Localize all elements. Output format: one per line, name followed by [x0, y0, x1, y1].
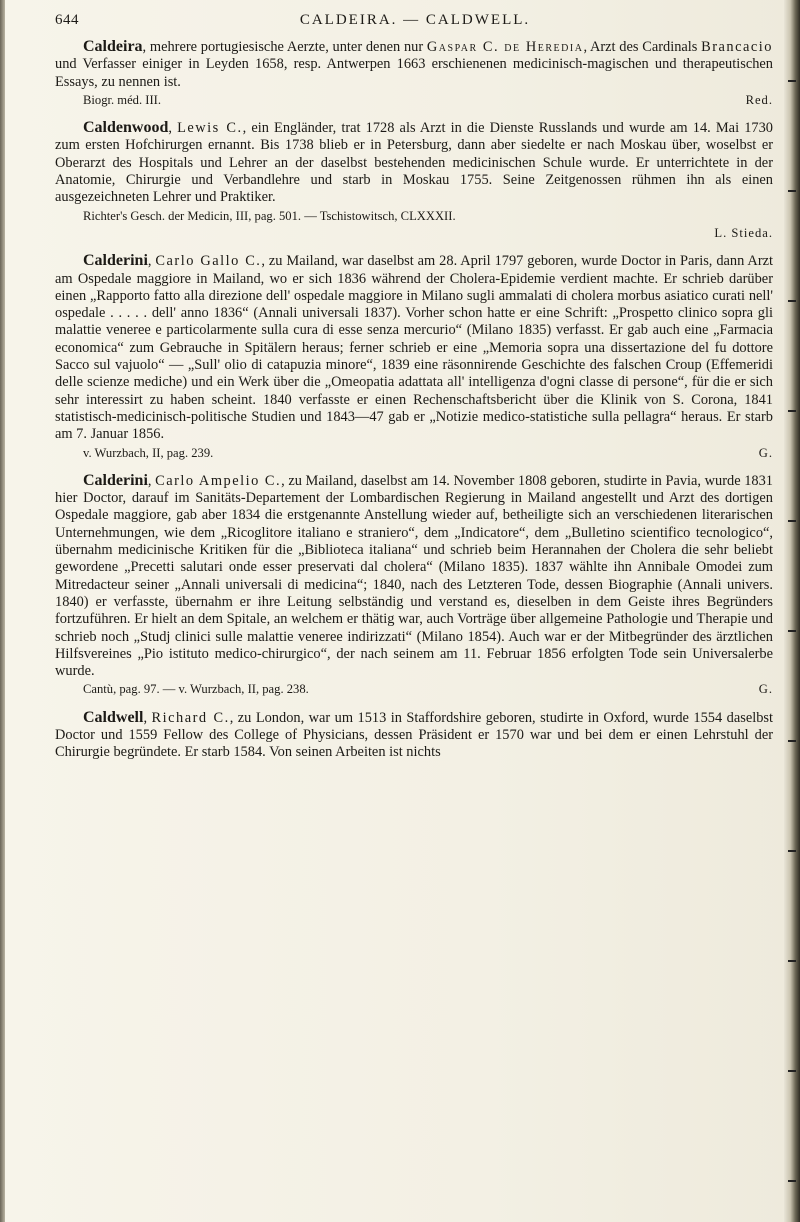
- entry-calderini-carlo-ampelio: [55, 472, 773, 699]
- entries: [55, 38, 773, 772]
- author-signature: Red.: [745, 92, 773, 107]
- page-right-edge: [784, 0, 800, 1222]
- page-header: [55, 8, 775, 34]
- page-left-edge: [0, 0, 5, 1222]
- headword: Caldwell: [83, 708, 144, 726]
- entry-text: Caldwell, Richard C., zu London, war um 1513 in Staffordshire geboren, studirte in Oxford, wurde 1554 daselbst Doctor und 1559 Fellow des College of Physicians, dessen Präsident er 1570 war und bei dem er einen Lehrstuhl der Chirurgie begründete. Er starb 1584. Von seinen Arbeiten ist nichts: [55, 708, 773, 761]
- entry-text: Calderini, Carlo Ampelio C., zu Mailand, daselbst am 14. November 1808 geboren, studirte in Pavia, wurde 1831 hier Doctor, darauf im Sanitäts-Departement der Lombardischen Regierung in Mailand angestellt und Arzt des dortigen Ospedale maggiore, gab aber 1834 die erstgenannte Anstellung wieder auf, betheiligte sich an verschiedenen literarischen Unternehmungen, wie dem „Ricoglitore italiano e straniero“, dem „Indicatore“, dem „Bulletino scientifico tecnologico“, übernahm medicinische Kritiken für die „Biblioteca italiana“ und schrieb beim Herannahen der Cholera die sehr beliebt gewordene „Precetti salutari onde esser preservati dal cholera“ (Milano 1835). 1837 wählte ihn Annibale Omodei zum Mitredacteur seiner „Annali universali di medicina“; 1840, nach des Letzteren Tode, dessen Biographie (Annali univers. 1840) er verfasste, übernahm er ihre Leitung selbständig und verstand es, dieselben in dem Geiste ihres Begründers fortzuführen. Er hielt an dem Spitale, an welchem er thätig war, auch Vorträge über allgemeine Pathologie und Therapie und schrieb noch „Studj clinici sulle malattie veneree indirizzati“ (Milano 1854). Auch war er der Mitbegründer des ärztlichen Hilfsvereines „Pio istituto medico-chirurgico“, der nach seinem am 11. Februar 1856 erfolgten Tode sein Universalerbe wurde.: [55, 471, 773, 680]
- author-signature: G.: [758, 682, 773, 697]
- running-title: CALDEIRA. — CALDWELL.: [299, 12, 531, 28]
- page-number: 644: [55, 12, 79, 28]
- entry-reference: Richter's Gesch. der Medicin, III, pag. 501. — Tschistowitsch, CLXXXII. L. Stieda.: [83, 208, 773, 243]
- person-name: Lewis C.: [177, 120, 243, 137]
- person-name: Richard C.: [151, 709, 230, 726]
- author-signature: G.: [758, 445, 773, 460]
- entry-reference: v. Wurzbach, II, pag. 239. G.: [83, 445, 773, 462]
- headword: Calderini: [83, 252, 148, 270]
- author-signature: L. Stieda.: [714, 225, 773, 240]
- entry-caldenwood: [55, 119, 773, 242]
- entry-reference: Biogr. méd. III. Red.: [83, 92, 773, 109]
- entry-calderini-carlo-gallo: [55, 252, 773, 462]
- entry-text: Caldeira, mehrere portugiesische Aerzte, unter denen nur Gaspar C. de Heredia, Arzt des Cardinals Brancacio und Verfasser einiger in Leyden 1658, resp. Antwerpen 1663 erschienenen medicinisch-magischen und therapeutischen Essays, zu nennen ist.: [55, 38, 773, 90]
- entry-text: Caldenwood, Lewis C., ein Engländer, trat 1728 als Arzt in die Dienste Russlands und wurde am 14. Mai 1730 zum ersten Hofchirurgen ernannt. Bis 1738 blieb er in Petersburg, dann aber siedelte er nach Moskau über, woselbst er Oberarzt des Hospitals und Lehrer an der daselbst bestehenden medicinischen Schule wurde. Er unterrichtete in der Anatomie, Chirurgie und Verbandlehre und starb in Moskau 1755. Seine Zeitgenossen rühmen ihn als einen ausgezeichneten Lehrer und Praktiker.: [55, 119, 773, 206]
- person-name: Carlo Ampelio C.: [155, 472, 282, 489]
- headword: Caldeira: [83, 38, 143, 55]
- headword: Calderini: [83, 471, 148, 489]
- person-name: Gaspar C. de Heredia: [426, 39, 584, 55]
- headword: Caldenwood: [83, 119, 169, 137]
- entry-caldwell: [55, 709, 773, 762]
- entry-caldeira: [55, 38, 773, 109]
- entry-reference: Cantù, pag. 97. — v. Wurzbach, II, pag. 238. G.: [83, 681, 773, 698]
- person-name: Brancacio: [701, 39, 773, 55]
- entry-text: Calderini, Carlo Gallo C., zu Mailand, war daselbst am 28. April 1797 geboren, wurde Doctor in Paris, dann Arzt am Ospedale maggiore in Mailand, wo er sich 1836 während der Cholera-Epidemie verdient machte. Er schrieb darüber einen „Rapporto fatto alla direzione dell' ospedale maggiore in Milano sugli ammalati di cholera morbus asiatico curati nell' ospedale . . . . . dell' anno 1836“ (Annali universali 1837). Vorher schon hatte er eine Schrift: „Prospetto clinico sopra gli malattie veneree e particolarmente sulla cura di esse senza mercurio“ (Milano 1835) verfasst. Er gab auch eine „Farmacia economica“ zum Gebrauche in Spitälern heraus; ferner schrieb er eine „Memoria sopra una dissertazione del fu dottore Sacco sul vajuolo“ — „Sull' olio di catapuzia minore“, 1839 eine räsonnirende Geschichte des falschen Croup (Effemeridi delle scienze mediche) und ein Werk über die „Omeopatia adattata all' intelligenza d'ogni classe di persone“, für die er sich sehr interessirt zu haben scheint. 1840 verfasste er einen Rechenschaftsbericht über die Klinik von S. Corona, 1841 statistisch-medicinisch-politische Studien und 1843—47 gab er „Notizie medico-statistiche sulla pellagra“ heraus. Er starb am 7. Januar 1856.: [55, 252, 773, 443]
- person-name: Carlo Gallo C.: [155, 253, 262, 270]
